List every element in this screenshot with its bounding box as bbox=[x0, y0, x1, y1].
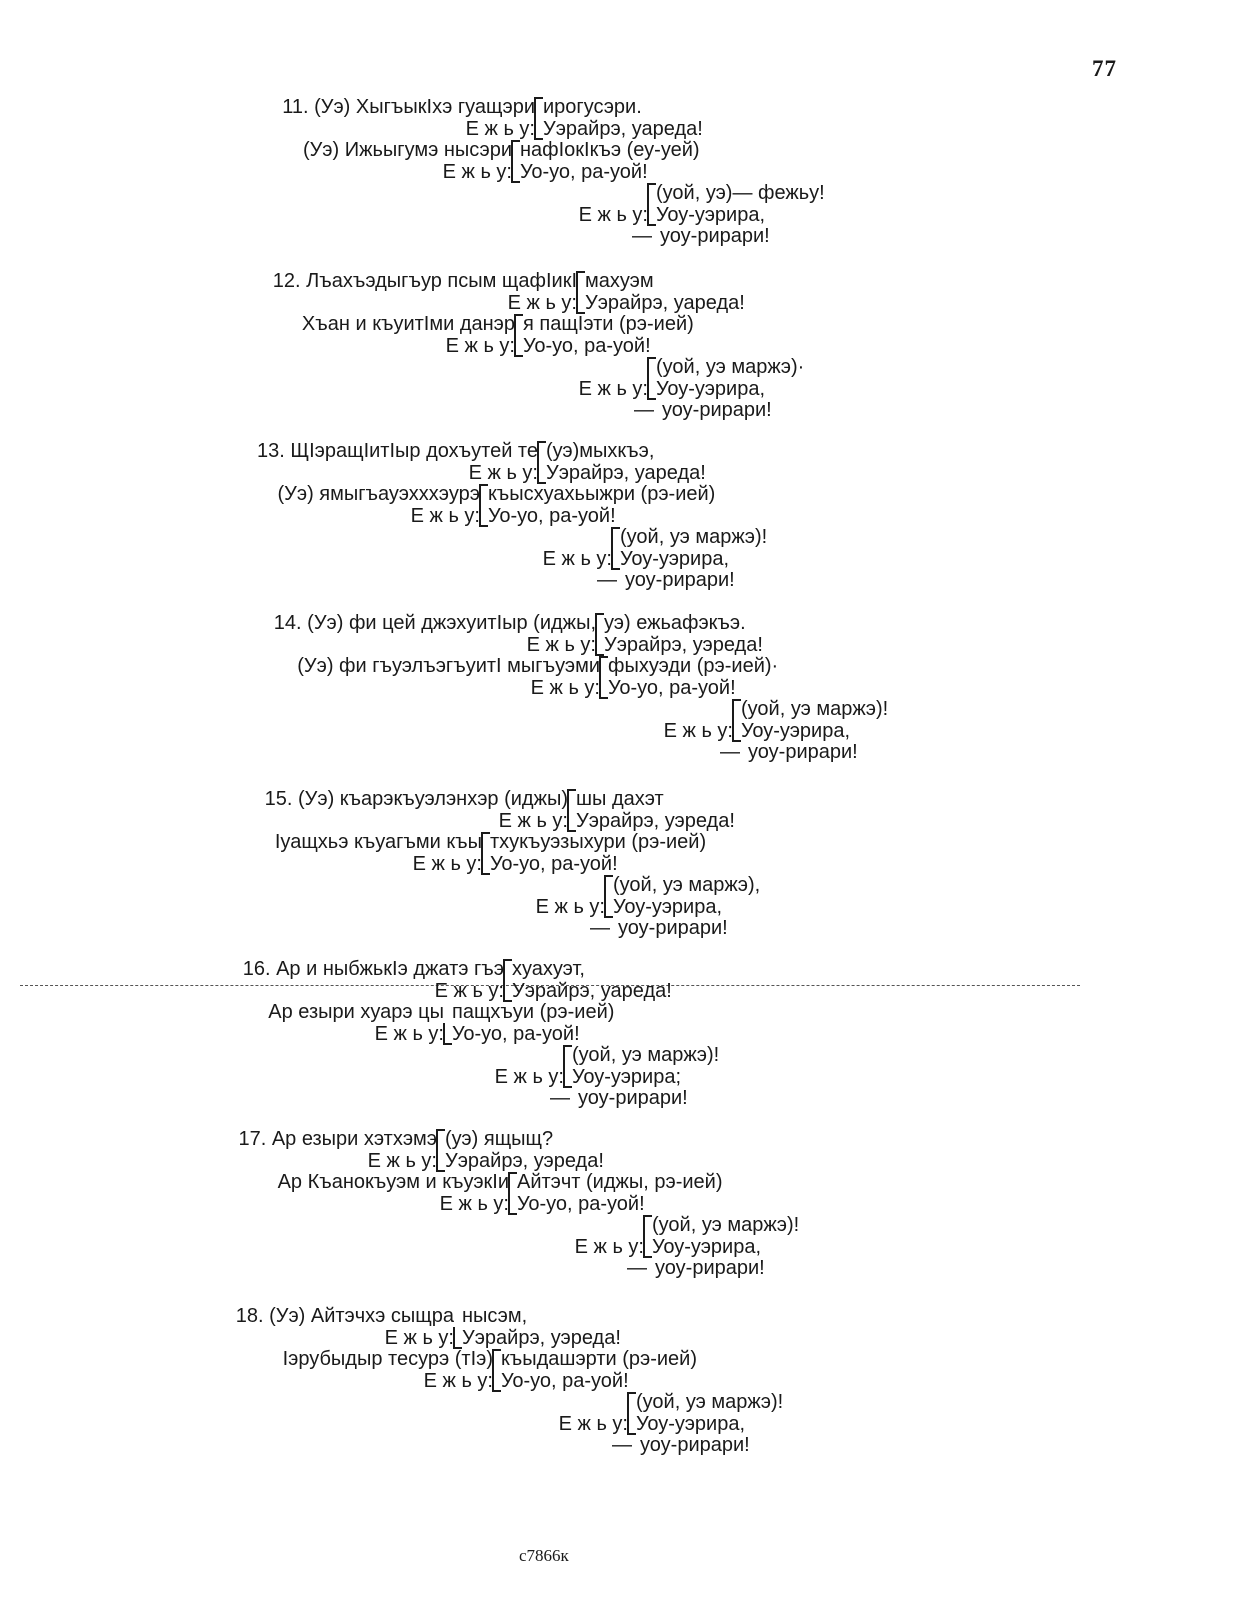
line-text: Уэрайрэ, уэреда! bbox=[576, 809, 735, 832]
line-text: Уоу-уэрира, bbox=[652, 1235, 762, 1258]
line-lead: Е ж ь у: bbox=[445, 334, 515, 357]
line-text: хуахуэт, bbox=[512, 958, 585, 980]
line-lead: Е ж ь у: bbox=[465, 117, 535, 140]
line-refrain bbox=[748, 741, 858, 763]
line-text: Уо-уо, ра-уой! bbox=[608, 676, 736, 699]
line-lead: — bbox=[720, 741, 740, 763]
line-refrain bbox=[512, 958, 585, 980]
line-lead: Е ж ь у: bbox=[439, 1192, 509, 1215]
line-lead: Ар Къанокъуэм и къуэкIи bbox=[277, 1171, 509, 1193]
line-text: Уо-уо, ра-уой! bbox=[501, 1369, 629, 1392]
line-text: Уоу-уэрира, bbox=[620, 547, 730, 570]
line-refrain bbox=[655, 1257, 765, 1279]
line-lead: Е ж ь у: bbox=[535, 895, 605, 918]
line-refrain bbox=[656, 356, 804, 378]
line-refrain bbox=[636, 1413, 745, 1435]
line-text: Уоу-уэрира, bbox=[656, 377, 766, 400]
line-refrain bbox=[523, 313, 694, 335]
line-text: уоу-рирари! bbox=[640, 1434, 750, 1456]
line-lead: 14. (Уэ) фи цей джэхуитIыр (иджы, bbox=[273, 612, 596, 634]
line-lead: Е ж ь у: bbox=[542, 547, 612, 570]
line-text: я пащIэти (рэ-ией) bbox=[523, 313, 694, 335]
line-refrain bbox=[613, 874, 760, 896]
line-refrain bbox=[543, 96, 642, 118]
line-refrain bbox=[656, 204, 765, 226]
line-refrain bbox=[517, 1171, 723, 1193]
line-refrain bbox=[662, 399, 772, 421]
line-text: (уой, уэ маржэ)! bbox=[572, 1044, 720, 1066]
line-refrain bbox=[523, 335, 651, 357]
line-text: (уэ)мыхкъэ, bbox=[546, 440, 655, 462]
line-refrain bbox=[546, 440, 654, 462]
page-number: 77 bbox=[1092, 56, 1117, 81]
line-text: махуэм bbox=[585, 270, 654, 292]
line-text: Уэрайрэ, уареда! bbox=[512, 979, 672, 1002]
line-lead: Е ж ь у: bbox=[574, 1235, 644, 1258]
line-text: (уой, уэ маржэ)! bbox=[741, 698, 889, 720]
line-refrain bbox=[578, 1087, 688, 1109]
line-text: къысхуахьыжри (рэ-ией) bbox=[488, 483, 716, 505]
line-lead: (Уэ) фи гъуэлъэгъуитI мыгъуэми bbox=[297, 655, 600, 677]
line-lead: Iуащхьэ къуагъми къы bbox=[274, 831, 482, 853]
line-text: (уой, уэ маржэ)! bbox=[636, 1391, 784, 1413]
line-refrain bbox=[604, 612, 746, 634]
line-text: Уо-уо, ра-уой! bbox=[452, 1022, 580, 1045]
line-refrain bbox=[656, 378, 765, 400]
line-refrain bbox=[520, 161, 648, 183]
line-text: Уэрайрэ, уэреда! bbox=[445, 1149, 604, 1172]
line-lead: Е ж ь у: bbox=[434, 979, 504, 1002]
line-text: уоу-рирари! bbox=[618, 917, 728, 939]
line-refrain bbox=[741, 698, 888, 720]
line-refrain bbox=[620, 526, 767, 548]
line-text: (уой, уэ)— фежьу! bbox=[656, 182, 825, 204]
line-lead: (Уэ) Ижьыгумэ нысэри bbox=[302, 139, 512, 161]
line-lead: Е ж ь у: bbox=[410, 504, 480, 527]
line-lead: 13. ЩIэращIитIыр дохъутей те bbox=[257, 440, 538, 462]
line-refrain bbox=[572, 1044, 719, 1066]
line-refrain bbox=[488, 505, 616, 527]
line-text: уоу-рирари! bbox=[578, 1087, 688, 1109]
line-lead: — bbox=[590, 917, 610, 939]
line-text: Уэрайрэ, уареда! bbox=[543, 117, 703, 140]
line-refrain bbox=[546, 462, 706, 484]
line-text: Уоу-уэрира, bbox=[613, 895, 723, 918]
line-text: уоу-рирари! bbox=[662, 399, 772, 421]
line-refrain bbox=[656, 182, 825, 204]
line-text: нысэм, bbox=[462, 1305, 528, 1327]
line-lead: Хъан и къуитIми данэр bbox=[301, 313, 515, 335]
line-refrain bbox=[608, 655, 778, 677]
line-lead: Е ж ь у: bbox=[442, 160, 512, 183]
line-text: пащхъуи (рэ-ией) bbox=[452, 1001, 615, 1023]
line-lead: — bbox=[550, 1087, 570, 1109]
line-lead: Е ж ь у: bbox=[507, 291, 577, 314]
line-lead: Е ж ь у: bbox=[526, 633, 596, 656]
line-text: (уой, уэ маржэ), bbox=[613, 874, 761, 896]
line-lead: — bbox=[634, 399, 654, 421]
line-lead: Е ж ь у: bbox=[423, 1369, 493, 1392]
line-refrain bbox=[501, 1370, 629, 1392]
footer-code: с7866к bbox=[519, 1546, 569, 1565]
line-text: Уо-уо, ра-уой! bbox=[523, 334, 651, 357]
line-lead: 12. Лъахъэдыгъур псым щафIикI bbox=[272, 270, 577, 292]
line-text: Уоу-уэрира, bbox=[656, 203, 766, 226]
line-text: Уоу-уэрира; bbox=[572, 1065, 682, 1088]
line-refrain bbox=[585, 292, 745, 314]
line-refrain bbox=[501, 1348, 697, 1370]
line-text: Уо-уо, ра-уой! bbox=[517, 1192, 645, 1215]
line-lead: Е ж ь у: bbox=[578, 203, 648, 226]
line-refrain bbox=[452, 1001, 614, 1023]
line-text: шы дахэт bbox=[576, 788, 664, 810]
line-lead: — bbox=[632, 225, 652, 247]
line-text: (уой, уэ маржэ)! bbox=[652, 1214, 800, 1236]
line-lead: Е ж ь у: bbox=[663, 719, 733, 742]
line-text: Уо-уо, ра-уой! bbox=[490, 852, 618, 875]
line-text: Уоу-уэрира, bbox=[636, 1412, 746, 1435]
line-lead: 18. (Уэ) Айтэчхэ сыщра bbox=[235, 1305, 454, 1327]
line-refrain bbox=[490, 853, 618, 875]
line-refrain bbox=[613, 896, 722, 918]
line-text: фыхуэди (рэ-ией)· bbox=[608, 655, 779, 677]
line-text: Уо-уо, ра-уой! bbox=[520, 160, 648, 183]
line-lead: Е ж ь у: bbox=[374, 1022, 444, 1045]
line-refrain bbox=[445, 1150, 604, 1172]
line-lead: — bbox=[612, 1434, 632, 1456]
line-refrain bbox=[625, 569, 735, 591]
line-text: Уэрайрэ, уэреда! bbox=[604, 633, 763, 656]
line-refrain bbox=[462, 1327, 621, 1349]
line-text: Уэрайрэ, уэреда! bbox=[462, 1326, 621, 1349]
line-lead: — bbox=[597, 569, 617, 591]
line-lead: Е ж ь у: bbox=[498, 809, 568, 832]
line-refrain bbox=[576, 810, 735, 832]
line-text: Уоу-уэрира, bbox=[741, 719, 851, 742]
line-lead: Е ж ь у: bbox=[468, 461, 538, 484]
line-text: къыдашэрти (рэ-ией) bbox=[501, 1348, 698, 1370]
line-lead: Е ж ь у: bbox=[367, 1149, 437, 1172]
line-lead: 17. Ар езыри хэтхэмэ bbox=[238, 1128, 437, 1150]
line-text: Айтэчт (иджы, рэ-ией) bbox=[517, 1171, 723, 1193]
line-text: Уэрайрэ, уареда! bbox=[546, 461, 706, 484]
line-text: (уой, уэ маржэ)! bbox=[620, 526, 768, 548]
line-lead: 11. (Уэ) ХыгъыкIхэ гуащэри bbox=[282, 96, 535, 118]
line-lead: Е ж ь у: bbox=[578, 377, 648, 400]
line-refrain bbox=[488, 483, 715, 505]
line-lead: (Уэ) ямыгъауэхххэурэ bbox=[277, 483, 480, 505]
line-text: ирогусэри. bbox=[543, 96, 642, 118]
line-refrain bbox=[520, 139, 700, 161]
line-lead: Е ж ь у: bbox=[558, 1412, 628, 1435]
line-refrain bbox=[604, 634, 763, 656]
line-text: Уэрайрэ, уареда! bbox=[585, 291, 745, 314]
line-text: тхукъуэзыхури (рэ-ией) bbox=[490, 831, 707, 853]
line-refrain bbox=[572, 1066, 681, 1088]
line-refrain bbox=[512, 980, 672, 1002]
line-text: уоу-рирари! bbox=[625, 569, 735, 591]
line-refrain bbox=[608, 677, 736, 699]
line-text: нафIокIкъэ (еу-уей) bbox=[520, 139, 700, 161]
line-refrain bbox=[660, 225, 770, 247]
line-lead: 15. (Уэ) къарэкъуэлэнхэр (иджы) bbox=[264, 788, 568, 810]
line-refrain bbox=[490, 831, 706, 853]
line-refrain bbox=[462, 1305, 527, 1327]
line-refrain bbox=[640, 1434, 750, 1456]
line-refrain bbox=[576, 788, 664, 810]
line-refrain bbox=[741, 720, 850, 742]
line-refrain bbox=[517, 1193, 645, 1215]
line-refrain bbox=[585, 270, 654, 292]
line-text: уоу-рирари! bbox=[660, 225, 770, 247]
line-lead: Е ж ь у: bbox=[530, 676, 600, 699]
line-lead: 16. Ар и ныбжькIэ джатэ гъэ bbox=[242, 958, 504, 980]
line-text: уэ) ежьафэкъэ. bbox=[604, 612, 746, 634]
line-refrain bbox=[636, 1391, 783, 1413]
line-text: уоу-рирари! bbox=[655, 1257, 765, 1279]
line-lead: Iэрубыдыр тесурэ (тIэ) bbox=[282, 1348, 493, 1370]
line-lead: Ар езыри хуарэ цы bbox=[268, 1001, 444, 1023]
line-lead: Е ж ь у: bbox=[412, 852, 482, 875]
line-refrain bbox=[618, 917, 728, 939]
line-refrain bbox=[652, 1214, 799, 1236]
line-lead: — bbox=[627, 1257, 647, 1279]
line-refrain bbox=[445, 1128, 553, 1150]
line-text: Уо-уо, ра-уой! bbox=[488, 504, 616, 527]
line-refrain bbox=[543, 118, 703, 140]
line-refrain bbox=[620, 548, 729, 570]
line-text: (уэ) ящыщ? bbox=[445, 1128, 554, 1150]
line-refrain bbox=[652, 1236, 761, 1258]
line-text: (уой, уэ маржэ)· bbox=[656, 356, 805, 378]
line-lead: Е ж ь у: bbox=[494, 1065, 564, 1088]
line-lead: Е ж ь у: bbox=[384, 1326, 454, 1349]
line-text: уоу-рирари! bbox=[748, 741, 858, 763]
line-refrain bbox=[452, 1023, 580, 1045]
